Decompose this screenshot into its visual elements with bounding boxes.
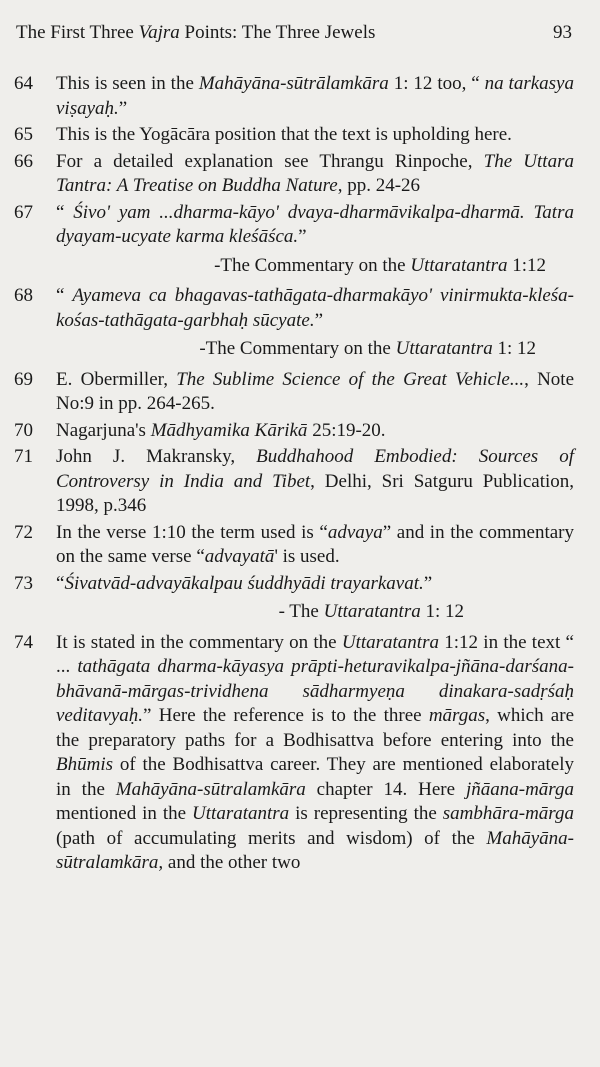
note-70 [14,419,574,444]
running-header [16,22,572,48]
note-72 [14,521,574,570]
note-number: 71 [14,446,33,467]
note-71 [14,445,574,519]
note-64 [14,72,574,121]
note-number: 68 [14,285,33,306]
note-73 [14,572,574,597]
note-number: 65 [14,124,33,145]
note-68-attribution: -The Commentary on the Uttaratantra 1: 12 [199,338,536,359]
note-number: 72 [14,521,33,543]
note-text: “ Ayameva ca bhagavas-tathāgata-dharmakāyo' vinirmukta-kleśa-kośas-tathāgata-garbhaḥ sūcyate.” [56,285,574,331]
note-number: 73 [14,572,33,594]
note-number: 69 [14,368,33,390]
page-number: 93 [553,22,572,43]
note-67 [14,201,574,250]
note-text: In the verse 1:10 the term used is “advaya” and in the commentary on the same verse “advayatā' is used. [56,521,574,567]
note-69 [14,368,574,417]
note-text: It is stated in the commentary on the Uttaratantra 1:12 in the text “ ... tathāgata dharma-kāyasya prāpti-heturavikalpa-jñāna-darśana-bhāvanā-mārgas-trividhena sādharmyeṇa dinakara-sadṛśaḥ veditavyaḥ.” Here the reference is to the three mārgas, which are the preparatory paths for a Bodhisattva before entering into the Bhūmis of the Bodhisattva career. They are mentioned elaborately in the Mahāyāna-sūtralamkāra chapter 14. Here jñāana-mārga mentioned in the Uttaratantra is representing the sambhāra-mārga (path of accumulating merits and wisdom) of the Mahāyāna-sūtralamkāra, and the other two [56,631,574,873]
note-text: Nagarjuna's Mādhyamika Kārikā 25:19-20. [56,419,386,441]
note-text: For a detailed explanation see Thrangu Rinpoche, The Uttara Tantra: A Treatise on Buddha Nature, pp. 24-26 [56,150,574,196]
note-text: This is seen in the Mahāyāna-sūtrālamkāra 1: 12 too, “ na tarkasya viṣayaḥ.” [56,73,574,119]
note-67-attribution: -The Commentary on the Uttaratantra 1:12 [214,254,546,276]
endnotes [14,72,574,878]
note-number: 70 [14,419,33,441]
note-number: 67 [14,201,33,223]
note-74 [14,631,574,876]
note-text: “Śivatvād-advayākalpau śuddhyādi trayarkavat.” [56,572,433,594]
note-number: 64 [14,73,33,94]
note-text: “ Śivo' yam ...dharma-kāyo' dvaya-dharmāvikalpa-dharmā. Tatra dyayam-ucyate karma kleśāśca.” [56,201,574,247]
note-65 [14,123,574,148]
note-73-attribution: - The Uttaratantra 1: 12 [278,601,464,622]
note-number: 74 [14,631,33,653]
note-text: John J. Makransky, Buddhahood Embodied: Sources of Controversy in India and Tibet, Delhi, Sri Satguru Publication, 1998, p.346 [56,446,574,516]
note-66 [14,150,574,199]
note-text: E. Obermiller, The Sublime Science of the Great Vehicle..., Note No:9 in pp. 264-265. [56,368,575,414]
note-number: 66 [14,150,33,172]
note-text: This is the Yogācāra position that the text is upholding here. [56,124,512,145]
note-68 [14,284,574,333]
header-title: The First Three Vajra Points: The Three Jewels [16,22,376,43]
